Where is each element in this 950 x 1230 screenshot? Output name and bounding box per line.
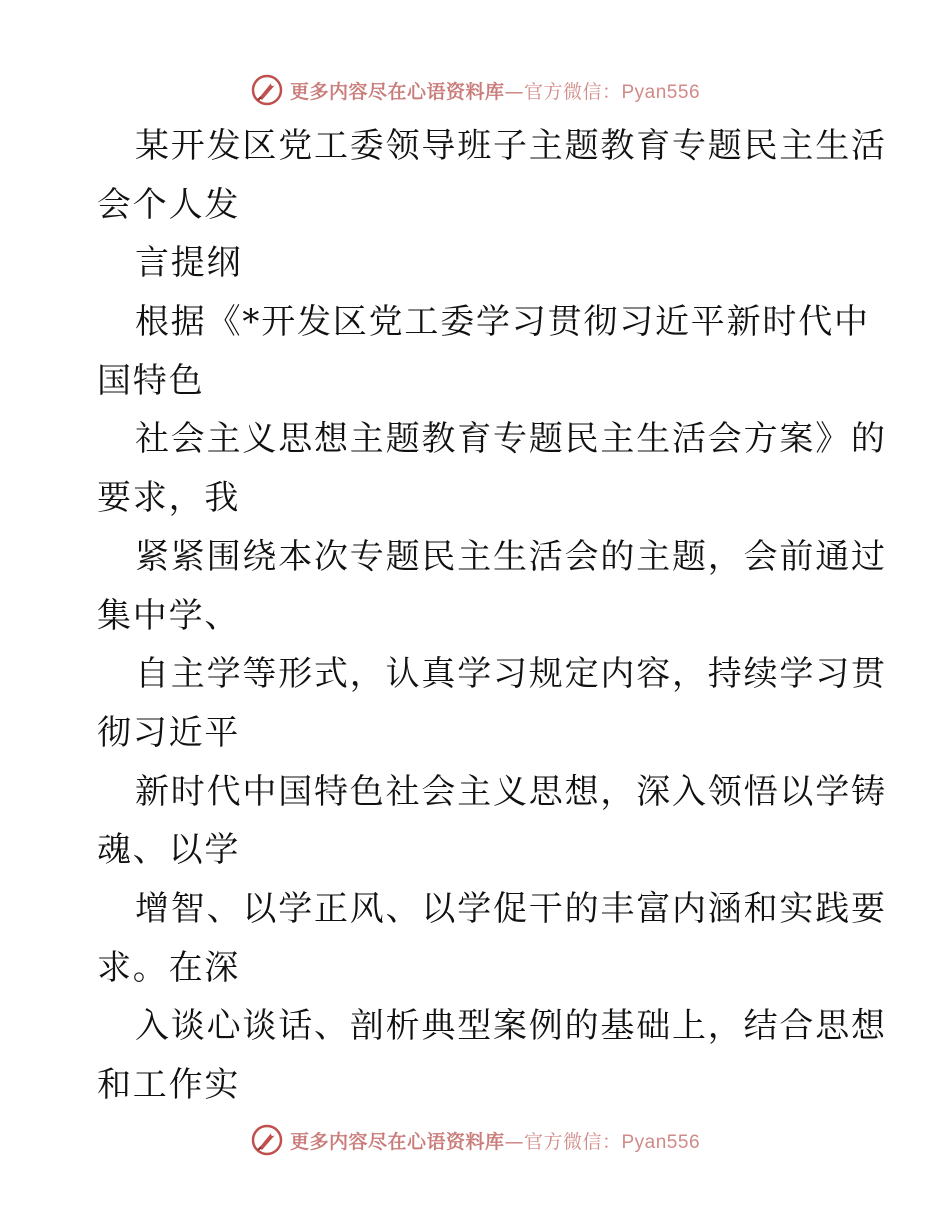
text-line: 求。在深 (97, 947, 241, 988)
quill-pen-logo-icon (250, 73, 284, 107)
quill-pen-logo-icon (250, 1123, 284, 1157)
text-line: 紧紧围绕本次专题民主生活会的主题，会前通过 (135, 536, 887, 577)
text-line: 会个人发 (97, 184, 241, 225)
text-line: 入谈心谈话、剖析典型案例的基础上，结合思想 (135, 1006, 887, 1047)
watermark-site-text: 更多内容尽在心语资料库 (289, 80, 505, 103)
text-line: 新时代中国特色社会主义思想，深入领悟以学铸 (135, 771, 887, 812)
text-line: 某开发区党工委领导班子主题教育专题民主生活 (135, 126, 887, 166)
text-line: 社会主义思想主题教育专题民主生活会方案》的 (135, 419, 887, 460)
watermark-site-text: 更多内容尽在心语资料库 (289, 1130, 505, 1153)
text-line: 彻习近平 (97, 712, 241, 753)
watermark-separator: — (504, 80, 524, 103)
text-line: 国特色 (97, 360, 205, 401)
header-watermark (0, 70, 950, 110)
text-line: 集中学、 (97, 595, 241, 636)
text-line: 言提纲 (135, 243, 243, 284)
text-line: 根据《*开发区党工委学习贯彻习近平新时代中 (135, 302, 870, 343)
watermark-wechat-text: 官方微信：Pyan556 (524, 1131, 701, 1153)
footer-watermark (0, 1120, 950, 1160)
text-line: 魂、以学 (97, 830, 241, 871)
document-body (97, 117, 887, 1115)
watermark-wechat-text: 官方微信：Pyan556 (524, 81, 701, 103)
text-line: 和工作实 (97, 1065, 241, 1105)
text-line: 增智、以学正风、以学促干的丰富内涵和实践要 (135, 888, 887, 929)
watermark-separator: — (504, 1130, 524, 1153)
text-line: 自主学等形式，认真学习规定内容，持续学习贯 (135, 654, 887, 695)
watermark-text (290, 77, 700, 104)
text-line: 要求，我 (97, 478, 241, 519)
watermark-text (290, 1127, 700, 1154)
